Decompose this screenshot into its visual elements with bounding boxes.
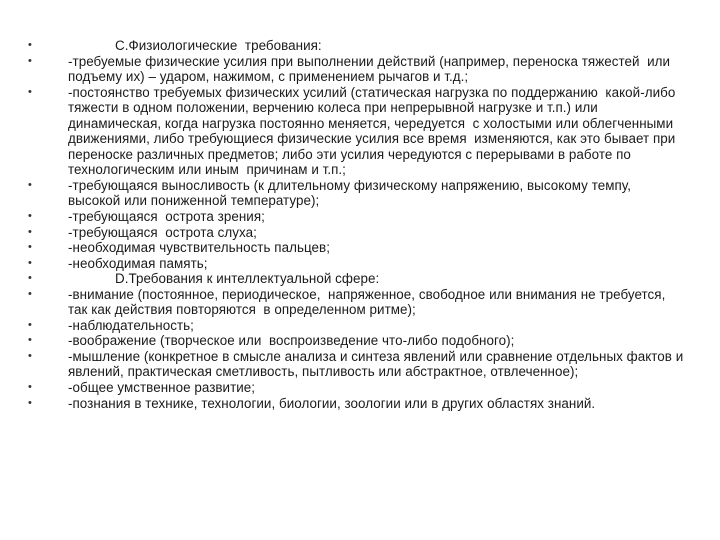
bullet-icon: • (28, 318, 32, 331)
requirement-item (28, 333, 688, 349)
requirement-item (28, 209, 688, 225)
requirement-item (28, 287, 688, 318)
requirement-text: -воображение (творческое или воспроизведение что-либо подобного); (68, 333, 515, 349)
requirement-text: -требующаяся острота слуха; (68, 224, 257, 240)
bullet-icon: • (28, 349, 32, 362)
bullet-list (28, 38, 688, 411)
requirement-item (28, 256, 688, 272)
bullet-icon: • (28, 178, 32, 191)
bullet-icon: • (28, 256, 32, 269)
requirement-text: -мышление (конкретное в смысле анализа и синтеза явлений или сравнение отдельных фактов и явлений, практическая сметливость, пытливость или абстрактное, отвлеченное); (68, 348, 688, 380)
bullet-icon: • (28, 39, 32, 51)
requirement-text: -наблюдательность; (68, 317, 194, 333)
requirement-item (28, 380, 688, 396)
bullet-icon: • (28, 396, 32, 409)
requirement-item (28, 225, 688, 241)
bullet-icon: • (28, 272, 32, 285)
bullet-icon: • (28, 85, 32, 98)
section-heading-item (28, 38, 688, 54)
bullet-icon: • (28, 54, 32, 67)
bullet-icon: • (28, 381, 32, 394)
requirement-item (28, 54, 688, 85)
requirement-text: -постоянство требуемых физических усилий (статическая нагрузка по поддержанию какой-либо тяжести в одном положении, верчению колеса при непрерывной нагрузке и т.п.) или динамическая, когда нагрузка постоянно меняется, чередуется с холостыми или облегченными движениями, либо требующиеся физические усилия все время изменяются, как это бывает при переноске различных предметов; либо эти усилия чередуются с перерывами в работе по технологическим или иным причинам и т.п.; (68, 84, 680, 178)
requirement-text: -познания в технике, технологии, биологии, зоологии или в других областях знаний. (68, 395, 596, 411)
section-heading-item (28, 271, 688, 287)
bullet-icon: • (28, 241, 32, 254)
requirement-item (28, 318, 688, 334)
section-heading: С.Физиологические требования: (115, 38, 322, 53)
requirement-item (28, 85, 688, 178)
requirement-text: -требующаяся выносливость (к длительному физическому напряжению, высокому темпу, высокой или пониженной температуре); (68, 177, 639, 209)
bullet-icon: • (28, 287, 32, 300)
requirement-item (28, 178, 688, 209)
requirement-text: -требуемые физические усилия при выполнении действий (например, переноска тяжестей или подъему их) – ударом, нажимом, с применением рычагов и т.д.; (68, 53, 674, 85)
section-heading: D.Требования к интеллектуальной сфере: (115, 271, 380, 287)
requirement-item (28, 396, 688, 412)
requirement-text: -общее умственное развитие; (68, 380, 256, 396)
requirement-text: -необходимая память; (68, 255, 208, 271)
requirement-item (28, 349, 688, 380)
requirement-text: -требующаяся острота зрения; (68, 209, 265, 225)
bullet-icon: • (28, 225, 32, 238)
requirement-item (28, 240, 688, 256)
bullet-icon: • (28, 334, 32, 347)
requirement-text: -внимание (постоянное, периодическое, напряженное, свободное или внимания не требуется, так как действия повторяются в определенном ритме); (68, 286, 670, 318)
bullet-icon: • (28, 210, 32, 223)
requirement-text: -необходимая чувствительность пальцев; (68, 240, 330, 256)
